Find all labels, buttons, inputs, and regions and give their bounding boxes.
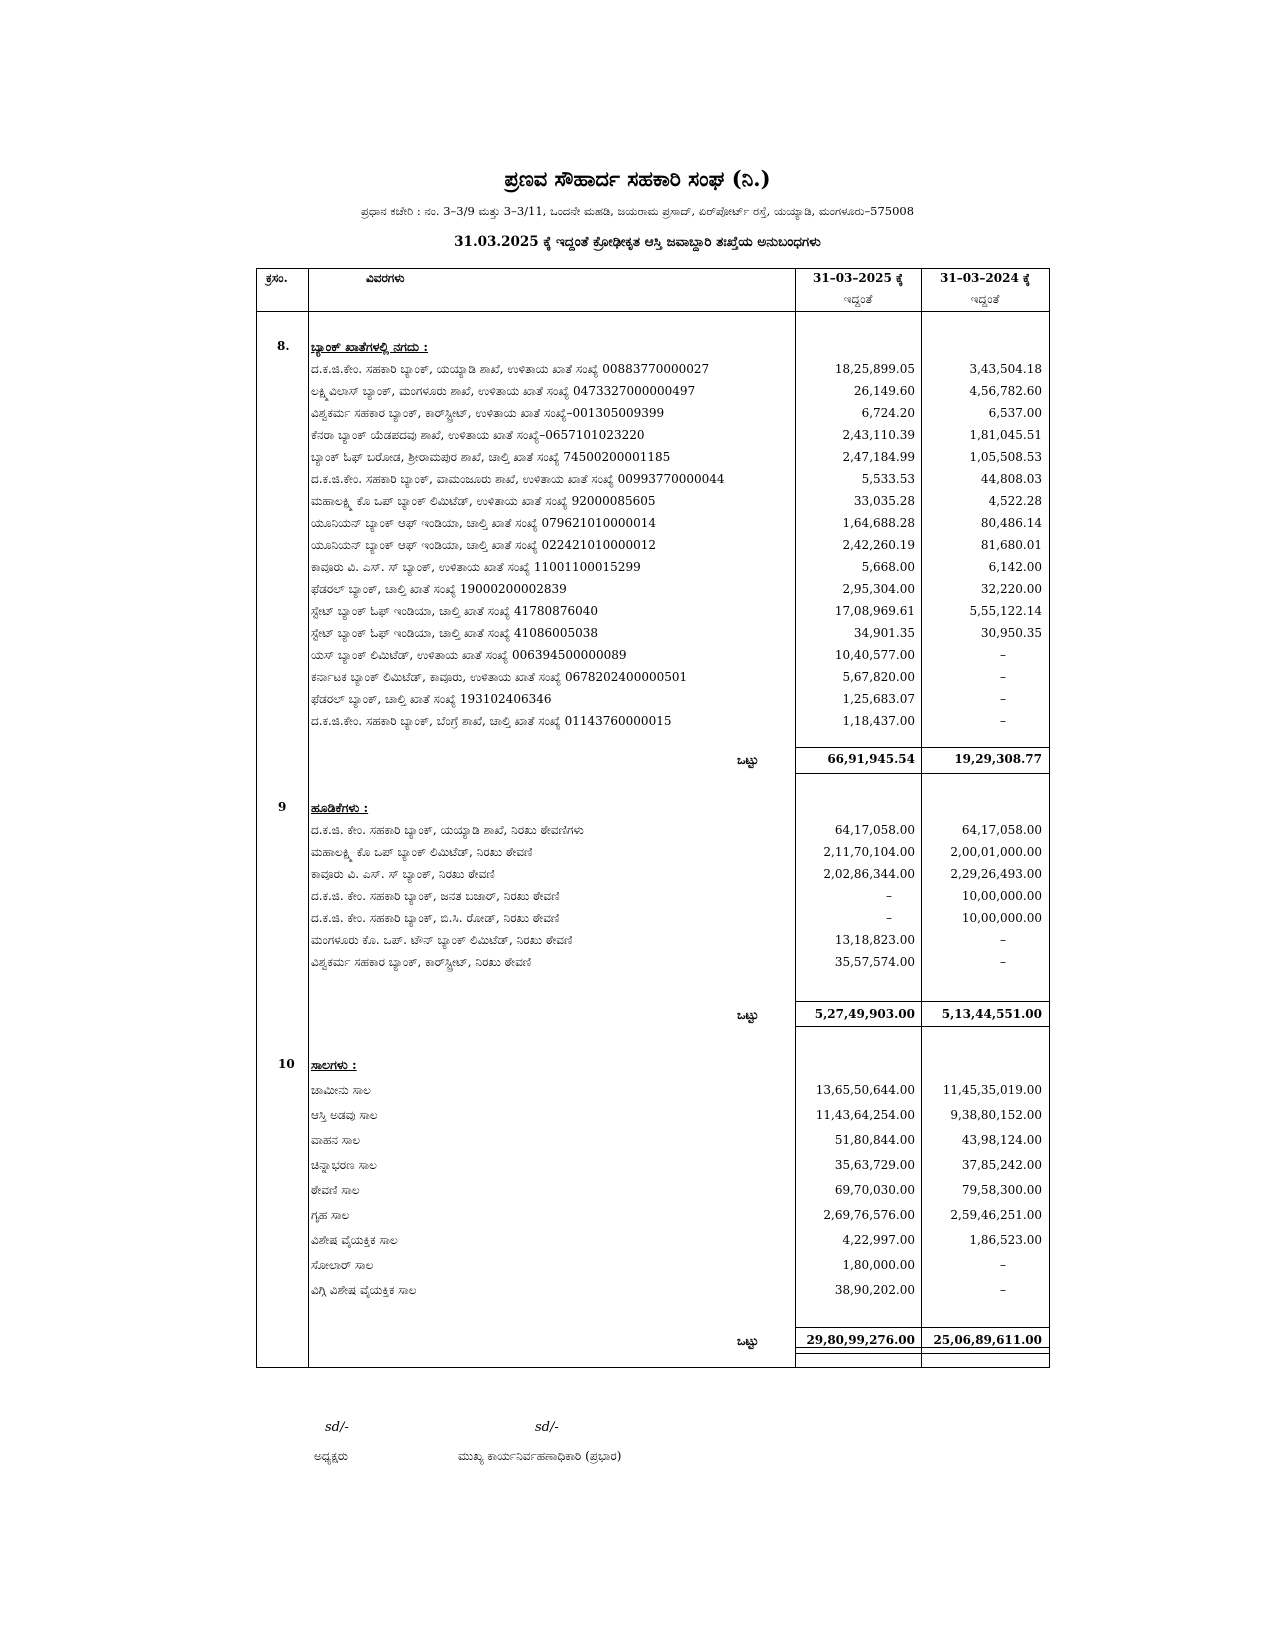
row-value-2025: 2,02,86,344.00 [823, 867, 915, 881]
row-label: ವಿಶೇಷ ವೈಯಕ್ತಿಕ ಸಾಲ [311, 1233, 398, 1247]
row-value-2024: 37,85,242.00 [961, 1158, 1042, 1172]
row-label: ಫೆಡರಲ್ ಬ್ಯಾಂಕ್, ಚಾಲ್ತಿ ಖಾತೆ ಸಂಖ್ಯೆ 19000200002839 [311, 582, 567, 596]
total-value-2024: 19,29,308.77 [954, 752, 1042, 766]
section-number: 8. [277, 339, 290, 353]
row-value-2025: 2,95,304.00 [842, 582, 915, 596]
row-value-2025: – [886, 911, 892, 925]
section-title: ಬ್ಯಾಂಕ್ ಖಾತೆಗಳಲ್ಲಿ ನಗದು : [311, 339, 428, 354]
row-label: ಜಾಮೀನು ಸಾಲ [311, 1083, 371, 1097]
row-value-2024: 1,86,523.00 [969, 1233, 1042, 1247]
section-title: ಸಾಲಗಳು : [311, 1057, 357, 1072]
page-subtitle: 31.03.2025 ಕ್ಕೆ ಇದ್ದಂತೆ ಕ್ರೋಢೀಕೃತ ಆಸ್ತಿ ಜವಾಬ್ದಾರಿ ತಃಖ್ತೆಯ ಅನುಬಂಧಗಳು [454, 234, 821, 250]
row-value-2025: 35,63,729.00 [834, 1158, 915, 1172]
signature-president: sd/- [325, 1420, 349, 1435]
row-value-2024: 6,142.00 [988, 560, 1042, 574]
row-value-2025: 13,18,823.00 [834, 933, 915, 947]
total-rule [922, 747, 1050, 748]
total-rule [922, 1026, 1050, 1027]
row-value-2024: 80,486.14 [980, 516, 1042, 530]
row-label: ಸೋಲಾರ್ ಸಾಲ [311, 1258, 374, 1272]
row-value-2024: 11,45,35,019.00 [942, 1083, 1042, 1097]
row-value-2024: 30,950.35 [980, 626, 1042, 640]
row-value-2025: 51,80,844.00 [834, 1133, 915, 1147]
row-value-2025: 1,80,000.00 [842, 1258, 915, 1272]
row-label: ಲಕ್ಷ್ಮಿವಿಲಾಸ್ ಬ್ಯಾಂಕ್, ಮಂಗಳೂರು ಶಾಖೆ, ಉಳಿತಾಯ ಖಾತೆ ಸಂಖ್ಯೆ 0473327000000497 [311, 384, 696, 398]
row-label: ದ.ಕ.ಜಿ. ಕೇಂ. ಸಹಕಾರಿ ಬ್ಯಾಂಕ್, ಯಯ್ಯಾಡಿ ಶಾಖೆ, ನಿರಖು ಠೇವಣಿಗಳು [311, 823, 584, 837]
row-value-2025: 2,47,184.99 [842, 450, 915, 464]
total-label: ಒಟ್ಟು [737, 1333, 759, 1348]
row-label: ವಿಗ್ಗಿ ವಿಶೇಷ ವೈಯಕ್ತಿಕ ಸಾಲ [311, 1283, 417, 1297]
row-label: ಯೂನಿಯನ್ ಬ್ಯಾಂಕ್ ಆಫ್ ಇಂಡಿಯಾ, ಚಾಲ್ತಿ ಖಾತೆ ಸಂಖ್ಯೆ 022421010000012 [311, 538, 657, 552]
total-value-2025: 5,27,49,903.00 [814, 1007, 915, 1021]
header-2025-sub: ಇದ್ದಂತೆ [843, 292, 873, 306]
section-title: ಹೂಡಿಕೆಗಳು : [311, 800, 369, 815]
row-label: ಗೃಹ ಸಾಲ [311, 1208, 350, 1222]
total-rule [922, 1001, 1050, 1002]
row-label: ದ.ಕ.ಜಿ.ಕೇಂ. ಸಹಕಾರಿ ಬ್ಯಾಂಕ್, ಯಯ್ಯಾಡಿ ಶಾಖೆ, ಉಳಿತಾಯ ಖಾತೆ ಸಂಖ್ಯೆ 00883770000027 [311, 362, 710, 376]
row-label: ಯಸ್ ಬ್ಯಾಂಕ್ ಲಿಮಿಟೆಡ್, ಉಳಿತಾಯ ಖಾತೆ ಸಂಖ್ಯೆ 006394500000089 [311, 648, 627, 662]
row-value-2025: 13,65,50,644.00 [815, 1083, 915, 1097]
column-divider [308, 268, 309, 1368]
row-value-2024: 2,00,01,000.00 [950, 845, 1042, 859]
total-rule [796, 1327, 922, 1328]
row-value-2025: 35,57,574.00 [834, 955, 915, 969]
row-value-2024: – [1000, 692, 1006, 706]
header-2024: 31–03–2024 ಕ್ಕೆ [940, 271, 1030, 285]
row-value-2024: – [1000, 933, 1006, 947]
row-value-2025: 26,149.60 [853, 384, 915, 398]
row-value-2025: 5,668.00 [861, 560, 915, 574]
row-value-2025: 18,25,899.05 [834, 362, 915, 376]
row-label: ಕಾವೂರು ವಿ. ಎಸ್. ಸ್ ಬ್ಯಾಂಕ್, ಉಳಿತಾಯ ಖಾತೆ ಸಂಖ್ಯೆ 11001100015299 [311, 560, 641, 574]
header-2025: 31–03–2025 ಕ್ಕೆ [813, 271, 903, 285]
signature-label-president: ಅಧ್ಯಕ್ಷರು [314, 1449, 348, 1463]
row-label: ಮಂಗಳೂರು ಕೊ. ಒಪ್. ಟೌನ್ ಬ್ಯಾಂಕ್ ಲಿಮಿಟೆಡ್, ನಿರಖು ಠೇವಣಿ [311, 933, 573, 947]
row-value-2024: – [1000, 714, 1006, 728]
row-label: ಕೆನರಾ ಬ್ಯಾಂಕ್ ಯೆಡಪದವು ಶಾಖೆ, ಉಳಿತಾಯ ಖಾತೆ ಸಂಖ್ಯೆ–0657101023220 [311, 428, 645, 442]
row-label: ಬ್ಯಾಂಕ್ ಓಫ್ ಬರೋಡ, ಶ್ರೀರಾಮಪುರ ಶಾಖೆ, ಚಾಲ್ತಿ ಖಾತೆ ಸಂಖ್ಯೆ 74500200001185 [311, 450, 671, 464]
row-value-2024: 10,00,000.00 [961, 889, 1042, 903]
row-label: ವಿಶ್ವಕರ್ಮ ಸಹಕಾರ ಬ್ಯಾಂಕ್, ಕಾರ್‌ಸ್ಟ್ರೀಟ್, ಉಳಿತಾಯ ಖಾತೆ ಸಂಖ್ಯೆ–001305009399 [311, 406, 665, 420]
total-label: ಒಟ್ಟು [737, 752, 759, 767]
total-label: ಒಟ್ಟು [737, 1007, 759, 1022]
row-label: ಯೂನಿಯನ್ ಬ್ಯಾಂಕ್ ಆಫ್ ಇಂಡಿಯಾ, ಚಾಲ್ತಿ ಖಾತೆ ಸಂಖ್ಯೆ 079621010000014 [311, 516, 657, 530]
row-label: ಮಹಾಲಕ್ಷ್ಮಿ ಕೊ ಒಪ್ ಬ್ಯಾಂಕ್ ಲಿಮಿಟೆಡ್, ನಿರಖು ಠೇವಣಿ [311, 845, 533, 859]
row-value-2024: 43,98,124.00 [961, 1133, 1042, 1147]
row-label: ದ.ಕ.ಜಿ.ಕೇಂ. ಸಹಕಾರಿ ಬ್ಯಾಂಕ್, ಬೆಂಗ್ರೆ ಶಾಖೆ, ಚಾಲ್ತಿ ಖಾತೆ ಸಂಖ್ಯೆ 01143760000015 [311, 714, 672, 728]
header-divider [256, 311, 1050, 312]
row-value-2025: 5,533.53 [861, 472, 915, 486]
page-title: ಪ್ರಣವ ಸೌಹಾರ್ದ ಸಹಕಾರಿ ಸಂಘ (ನಿ.) [504, 166, 771, 191]
row-value-2024: 10,00,000.00 [961, 911, 1042, 925]
row-value-2024: 5,55,122.14 [969, 604, 1042, 618]
row-label: ಕರ್ನಾಟಕ ಬ್ಯಾಂಕ್ ಲಿಮಿಟೆಡ್, ಕಾವೂರು, ಉಳಿತಾಯ ಖಾತೆ ಸಂಖ್ಯೆ 0678202400000501 [311, 670, 688, 684]
section-number: 10 [278, 1057, 295, 1071]
row-value-2025: 33,035.28 [853, 494, 915, 508]
row-value-2024: – [1000, 648, 1006, 662]
header-details: ವಿವರಗಳು [366, 271, 405, 285]
section-number: 9 [278, 800, 287, 814]
row-value-2025: 38,90,202.00 [834, 1283, 915, 1297]
row-value-2024: 32,220.00 [980, 582, 1042, 596]
row-value-2025: 6,724.20 [861, 406, 915, 420]
row-label: ದ.ಕ.ಜಿ. ಕೇಂ. ಸಹಕಾರಿ ಬ್ಯಾಂಕ್, ಬಿ.ಸಿ. ರೋಡ್, ನಿರಖು ಠೇವಣಿ [311, 911, 560, 925]
row-value-2024: – [1000, 1258, 1006, 1272]
row-value-2024: 4,522.28 [988, 494, 1042, 508]
total-rule [796, 747, 922, 748]
column-divider [795, 268, 796, 1368]
row-value-2025: 1,18,437.00 [842, 714, 915, 728]
total-rule [796, 1353, 922, 1354]
row-value-2024: 44,808.03 [980, 472, 1042, 486]
row-value-2024: 2,59,46,251.00 [950, 1208, 1042, 1222]
bottom-rule [922, 1347, 1050, 1348]
row-label: ಠೇವಣಿ ಸಾಲ [311, 1183, 360, 1197]
row-value-2024: 1,05,508.53 [969, 450, 1042, 464]
row-value-2025: 11,43,64,254.00 [815, 1108, 915, 1122]
row-value-2024: 6,537.00 [988, 406, 1042, 420]
row-value-2024: 79,58,300.00 [961, 1183, 1042, 1197]
row-value-2025: – [886, 889, 892, 903]
row-value-2025: 34,901.35 [853, 626, 915, 640]
row-value-2025: 4,22,997.00 [842, 1233, 915, 1247]
row-value-2025: 17,08,969.61 [834, 604, 915, 618]
row-value-2024: 1,81,045.51 [969, 428, 1042, 442]
total-rule [796, 1026, 922, 1027]
row-value-2024: – [1000, 670, 1006, 684]
row-value-2025: 69,70,030.00 [834, 1183, 915, 1197]
row-value-2025: 10,40,577.00 [834, 648, 915, 662]
row-label: ದ.ಕ.ಜಿ.ಕೇಂ. ಸಹಕಾರಿ ಬ್ಯಾಂಕ್, ವಾಮಂಜೂರು ಶಾಖೆ, ಉಳಿತಾಯ ಖಾತೆ ಸಂಖ್ಯೆ 00993770000044 [311, 472, 725, 486]
row-label: ಆಸ್ತಿ ಅಡವು ಸಾಲ [311, 1108, 378, 1122]
row-value-2024: – [1000, 955, 1006, 969]
row-value-2024: 64,17,058.00 [961, 823, 1042, 837]
total-rule [922, 1327, 1050, 1328]
row-label: ವಿಶ್ವಕರ್ಮ ಸಹಕಾರ ಬ್ಯಾಂಕ್, ಕಾರ್‌ಸ್ಟ್ರೀಟ್, ನಿರಖು ಠೇವಣಿ [311, 955, 532, 969]
total-value-2024: 5,13,44,551.00 [941, 1007, 1042, 1021]
header-2024-sub: ಇದ್ದಂತೆ [970, 292, 1000, 306]
total-value-2025: 29,80,99,276.00 [806, 1333, 915, 1347]
total-value-2024: 25,06,89,611.00 [933, 1333, 1042, 1347]
row-label: ದ.ಕ.ಜಿ. ಕೇಂ. ಸಹಕಾರಿ ಬ್ಯಾಂಕ್, ಜನತ ಬಜಾರ್, ನಿರಖು ಠೇವಣಿ [311, 889, 560, 903]
row-label: ಫೆಡರಲ್ ಬ್ಯಾಂಕ್, ಚಾಲ್ತಿ ಖಾತೆ ಸಂಖ್ಯೆ 193102406346 [311, 692, 552, 706]
row-value-2024: 9,38,80,152.00 [950, 1108, 1042, 1122]
row-value-2025: 5,67,820.00 [842, 670, 915, 684]
row-value-2025: 2,43,110.39 [842, 428, 915, 442]
row-value-2025: 1,64,688.28 [842, 516, 915, 530]
total-rule [796, 1001, 922, 1002]
row-label: ವಾಹನ ಸಾಲ [311, 1133, 361, 1147]
row-value-2024: 2,29,26,493.00 [950, 867, 1042, 881]
total-rule [922, 773, 1050, 774]
total-value-2025: 66,91,945.54 [827, 752, 915, 766]
row-value-2025: 2,11,70,104.00 [823, 845, 915, 859]
total-rule [796, 773, 922, 774]
row-label: ಸ್ಟೇಟ್ ಬ್ಯಾಂಕ್ ಓಫ್ ಇಂಡಿಯಾ, ಚಾಲ್ತಿ ಖಾತೆ ಸಂಖ್ಯೆ 41780876040 [311, 604, 598, 618]
row-value-2025: 2,69,76,576.00 [823, 1208, 915, 1222]
row-label: ಸ್ಟೇಟ್ ಬ್ಯಾಂಕ್ ಓಫ್ ಇಂಡಿಯಾ, ಚಾಲ್ತಿ ಖಾತೆ ಸಂಖ್ಯೆ 41086005038 [311, 626, 598, 640]
office-address: ಪ್ರಧಾನ ಕಚೇರಿ : ನಂ. 3–3/9 ಮತ್ತು 3–3/11, ಒಂದನೇ ಮಹಡಿ, ಜಯರಾಮ ಪ್ರಸಾದ್, ಏರ್‌ಪೋರ್ಟ್ ರಸ್ತೆ, ಯಯ್ಯಾಡಿ, ಮಂಗಳೂರು–575008 [360, 204, 915, 218]
row-label: ಮಹಾಲಕ್ಷ್ಮಿ ಕೊ ಒಪ್ ಬ್ಯಾಂಕ್ ಲಿಮಿಟೆಡ್, ಉಳಿತಾಯ ಖಾತೆ ಸಂಖ್ಯೆ 92000085605 [311, 494, 656, 508]
row-value-2025: 1,25,683.07 [842, 692, 915, 706]
row-value-2025: 64,17,058.00 [834, 823, 915, 837]
signature-ceo: sd/- [535, 1420, 559, 1435]
bottom-rule [796, 1347, 922, 1348]
row-value-2024: 3,43,504.18 [969, 362, 1042, 376]
row-label: ಕಾವೂರು ವಿ. ಎಸ್. ಸ್ ಬ್ಯಾಂಕ್, ನಿರಖು ಠೇವಣಿ [311, 867, 495, 881]
header-sno: ಕ್ರಸಂ. [266, 271, 288, 285]
row-value-2024: – [1000, 1283, 1006, 1297]
signature-label-ceo: ಮುಖ್ಯ ಕಾರ್ಯನಿರ್ವಹಣಾಧಿಕಾರಿ (ಪ್ರಭಾರ) [458, 1449, 622, 1463]
row-value-2024: 4,56,782.60 [969, 384, 1042, 398]
row-value-2025: 2,42,260.19 [842, 538, 915, 552]
total-rule [922, 1353, 1050, 1354]
row-label: ಚಿನ್ನಾಭರಣ ಸಾಲ [311, 1158, 377, 1172]
row-value-2024: 81,680.01 [980, 538, 1042, 552]
